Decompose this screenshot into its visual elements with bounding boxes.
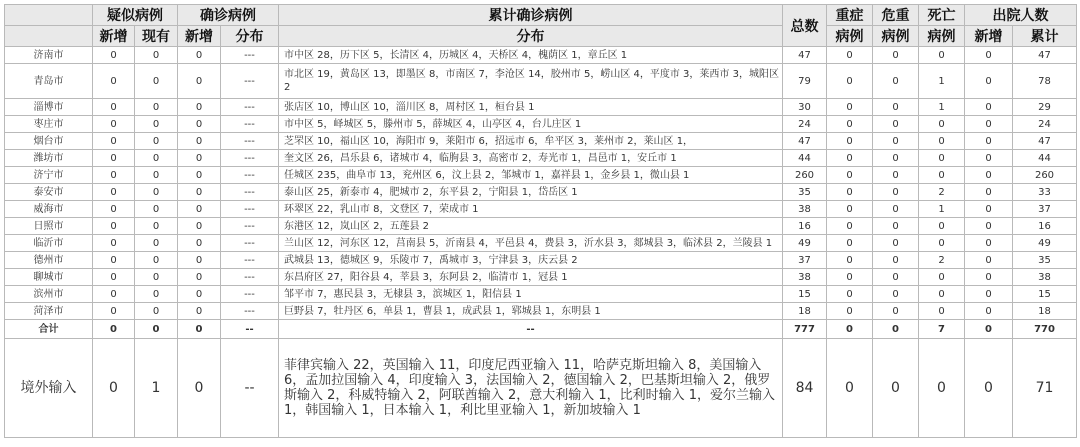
confirmed-new: 0 — [178, 167, 221, 184]
confirmed-distribution: --- — [221, 286, 279, 303]
discharged-total: 18 — [1013, 303, 1077, 320]
header-discharged-new: 新增 — [965, 26, 1013, 47]
critical-count: 0 — [873, 133, 919, 150]
total-count: 18 — [783, 303, 827, 320]
header-severe: 重症 — [827, 5, 873, 26]
severe-count: 0 — [827, 218, 873, 235]
discharged-new: 0 — [965, 64, 1013, 99]
total-row — [5, 320, 1077, 339]
discharged-total: 49 — [1013, 235, 1077, 252]
confirmed-distribution: -- — [221, 320, 279, 339]
suspected-new: 0 — [93, 133, 135, 150]
district-distribution: 兰山区 12，河东区 12，莒南县 5，沂南县 4，平邑县 4，费县 3，沂水县 3，郯城县 3，临沭县 2，兰陵县 1 — [279, 235, 783, 252]
covid-case-table — [4, 4, 1077, 438]
suspected-new: 0 — [93, 269, 135, 286]
suspected-new: 0 — [93, 167, 135, 184]
critical-count: 0 — [873, 320, 919, 339]
death-count: 0 — [919, 235, 965, 252]
suspected-current: 0 — [135, 99, 178, 116]
discharged-new: 0 — [965, 167, 1013, 184]
critical-count: 0 — [873, 64, 919, 99]
total-count: 47 — [783, 47, 827, 64]
severe-count: 0 — [827, 252, 873, 269]
city-name: 青岛市 — [5, 64, 93, 99]
confirmed-new: 0 — [178, 99, 221, 116]
discharged-new: 0 — [965, 286, 1013, 303]
death-count: 1 — [919, 201, 965, 218]
death-count: 0 — [919, 286, 965, 303]
severe-count: 0 — [827, 184, 873, 201]
suspected-current: 0 — [135, 201, 178, 218]
suspected-new: 0 — [93, 235, 135, 252]
confirmed-distribution: --- — [221, 184, 279, 201]
discharged-total: 15 — [1013, 286, 1077, 303]
confirmed-new: 0 — [178, 133, 221, 150]
discharged-total: 16 — [1013, 218, 1077, 235]
confirmed-distribution: --- — [221, 99, 279, 116]
header-discharged: 出院人数 — [965, 5, 1077, 26]
suspected-current: 0 — [135, 235, 178, 252]
total-count: 44 — [783, 150, 827, 167]
header-confirmed-new: 新增 — [178, 26, 221, 47]
city-name: 淄博市 — [5, 99, 93, 116]
critical-count: 0 — [873, 218, 919, 235]
critical-count: 0 — [873, 303, 919, 320]
death-count: 2 — [919, 184, 965, 201]
table-row — [5, 235, 1077, 252]
critical-count: 0 — [873, 339, 919, 438]
suspected-current: 0 — [135, 133, 178, 150]
suspected-new: 0 — [93, 339, 135, 438]
confirmed-new: 0 — [178, 218, 221, 235]
suspected-new: 0 — [93, 252, 135, 269]
discharged-new: 0 — [965, 320, 1013, 339]
critical-count: 0 — [873, 235, 919, 252]
confirmed-distribution: --- — [221, 201, 279, 218]
death-count: 1 — [919, 99, 965, 116]
total-count: 16 — [783, 218, 827, 235]
district-distribution: 巨野县 7，牡丹区 6，单县 1，曹县 1，成武县 1，郓城县 1，东明县 1 — [279, 303, 783, 320]
district-distribution: 武城县 13，德城区 9，乐陵市 7，禹城市 3，宁津县 3，庆云县 2 — [279, 252, 783, 269]
imported-row — [5, 339, 1077, 438]
total-count: 260 — [783, 167, 827, 184]
header-critical-case: 病例 — [873, 26, 919, 47]
total-count: 37 — [783, 252, 827, 269]
total-count: 15 — [783, 286, 827, 303]
total-count: 84 — [783, 339, 827, 438]
severe-count: 0 — [827, 201, 873, 218]
table-row — [5, 252, 1077, 269]
discharged-total: 35 — [1013, 252, 1077, 269]
table-row — [5, 269, 1077, 286]
table-row — [5, 184, 1077, 201]
discharged-total: 260 — [1013, 167, 1077, 184]
death-count: 2 — [919, 252, 965, 269]
district-distribution: 邹平市 7，惠民县 3，无棣县 3，滨城区 1，阳信县 1 — [279, 286, 783, 303]
imported-distribution: 菲律宾输入 22，英国输入 11，印度尼西亚输入 11，哈萨克斯坦输入 8，美国输入 6，孟加拉国输入 4，印度输入 3，法国输入 2，德国输入 2，巴基斯坦输入 2，俄罗斯输入 2，科威特输入 2，阿联酋输入 2，意大利输入 1，比利时输入 1，爱尔兰输入 1，韩国输入 1，日本输入 1，利比里亚输入 1，新加坡输入 1 — [279, 339, 783, 438]
city-name: 滨州市 — [5, 286, 93, 303]
district-distribution: 张店区 10，博山区 10，淄川区 8，周村区 1，桓台县 1 — [279, 99, 783, 116]
severe-count: 0 — [827, 47, 873, 64]
confirmed-new: 0 — [178, 235, 221, 252]
suspected-current: 0 — [135, 47, 178, 64]
severe-count: 0 — [827, 116, 873, 133]
total-count: 24 — [783, 116, 827, 133]
header-confirmed: 确诊病例 — [178, 5, 279, 26]
confirmed-distribution: --- — [221, 303, 279, 320]
total-count: 47 — [783, 133, 827, 150]
suspected-current: 0 — [135, 184, 178, 201]
discharged-total: 770 — [1013, 320, 1077, 339]
table-row — [5, 116, 1077, 133]
suspected-current: 1 — [135, 339, 178, 438]
table-row — [5, 167, 1077, 184]
discharged-total: 33 — [1013, 184, 1077, 201]
critical-count: 0 — [873, 286, 919, 303]
suspected-new: 0 — [93, 99, 135, 116]
district-distribution: 奎文区 26，昌乐县 6，诸城市 4，临朐县 3，高密市 2，寿光市 1，昌邑市 1，安丘市 1 — [279, 150, 783, 167]
total-count: 38 — [783, 201, 827, 218]
header-suspected-current: 现有 — [135, 26, 178, 47]
discharged-total: 24 — [1013, 116, 1077, 133]
header-confirmed-distribution: 分布 — [221, 26, 279, 47]
table-row — [5, 150, 1077, 167]
table-row — [5, 64, 1077, 99]
total-label: 合计 — [5, 320, 93, 339]
discharged-total: 71 — [1013, 339, 1077, 438]
discharged-new: 0 — [965, 235, 1013, 252]
death-count: 0 — [919, 218, 965, 235]
table-row — [5, 218, 1077, 235]
suspected-new: 0 — [93, 64, 135, 99]
city-name: 泰安市 — [5, 184, 93, 201]
header-distribution: 分布 — [279, 26, 783, 47]
total-count: 30 — [783, 99, 827, 116]
suspected-new: 0 — [93, 320, 135, 339]
discharged-new: 0 — [965, 252, 1013, 269]
confirmed-new: 0 — [178, 286, 221, 303]
critical-count: 0 — [873, 99, 919, 116]
severe-count: 0 — [827, 150, 873, 167]
discharged-new: 0 — [965, 99, 1013, 116]
suspected-current: 0 — [135, 303, 178, 320]
critical-count: 0 — [873, 150, 919, 167]
district-distribution: 芝罘区 10，福山区 10，海阳市 9，莱阳市 6，招远市 6，牟平区 3，莱州市 2，莱山区 1， — [279, 133, 783, 150]
suspected-new: 0 — [93, 286, 135, 303]
confirmed-new: 0 — [178, 269, 221, 286]
total-count: 79 — [783, 64, 827, 99]
header-death: 死亡 — [919, 5, 965, 26]
suspected-new: 0 — [93, 303, 135, 320]
district-distribution: 泰山区 25，新泰市 4，肥城市 2，东平县 2，宁阳县 1，岱岳区 1 — [279, 184, 783, 201]
header-cumulative: 累计确诊病例 — [279, 5, 783, 26]
header-suspected-new: 新增 — [93, 26, 135, 47]
header-discharged-cumulative: 累计 — [1013, 26, 1077, 47]
confirmed-distribution: --- — [221, 116, 279, 133]
discharged-new: 0 — [965, 303, 1013, 320]
severe-count: 0 — [827, 339, 873, 438]
table-row — [5, 99, 1077, 116]
confirmed-distribution: --- — [221, 218, 279, 235]
total-count: 38 — [783, 269, 827, 286]
header-corner-2 — [5, 26, 93, 47]
discharged-total: 37 — [1013, 201, 1077, 218]
suspected-current: 0 — [135, 116, 178, 133]
discharged-new: 0 — [965, 150, 1013, 167]
death-count: 0 — [919, 269, 965, 286]
header-corner — [5, 5, 93, 26]
severe-count: 0 — [827, 133, 873, 150]
confirmed-new: 0 — [178, 320, 221, 339]
confirmed-new: 0 — [178, 116, 221, 133]
district-distribution: 环翠区 22，乳山市 8，文登区 7，荣成市 1 — [279, 201, 783, 218]
suspected-new: 0 — [93, 218, 135, 235]
city-name: 日照市 — [5, 218, 93, 235]
total-count: 49 — [783, 235, 827, 252]
severe-count: 0 — [827, 167, 873, 184]
table-row — [5, 47, 1077, 64]
confirmed-new: 0 — [178, 47, 221, 64]
critical-count: 0 — [873, 47, 919, 64]
discharged-total: 29 — [1013, 99, 1077, 116]
suspected-new: 0 — [93, 184, 135, 201]
district-distribution: 东昌府区 27，阳谷县 4，莘县 3，东阿县 2，临清市 1，冠县 1 — [279, 269, 783, 286]
confirmed-distribution: --- — [221, 133, 279, 150]
suspected-new: 0 — [93, 201, 135, 218]
critical-count: 0 — [873, 167, 919, 184]
severe-count: 0 — [827, 286, 873, 303]
confirmed-new: 0 — [178, 252, 221, 269]
severe-count: 0 — [827, 99, 873, 116]
header-death-case: 病例 — [919, 26, 965, 47]
discharged-total: 47 — [1013, 47, 1077, 64]
confirmed-distribution: --- — [221, 64, 279, 99]
city-name: 威海市 — [5, 201, 93, 218]
district-distribution: 东港区 12，岚山区 2，五莲县 2 — [279, 218, 783, 235]
city-name: 烟台市 — [5, 133, 93, 150]
confirmed-distribution: --- — [221, 150, 279, 167]
suspected-current: 0 — [135, 218, 178, 235]
confirmed-new: 0 — [178, 303, 221, 320]
suspected-current: 0 — [135, 64, 178, 99]
severe-count: 0 — [827, 303, 873, 320]
critical-count: 0 — [873, 252, 919, 269]
city-name: 济南市 — [5, 47, 93, 64]
header-total: 总数 — [783, 5, 827, 47]
discharged-new: 0 — [965, 201, 1013, 218]
discharged-total: 38 — [1013, 269, 1077, 286]
death-count: 0 — [919, 150, 965, 167]
imported-label: 境外输入 — [5, 339, 93, 438]
confirmed-distribution: --- — [221, 269, 279, 286]
city-name: 菏泽市 — [5, 303, 93, 320]
total-count: 777 — [783, 320, 827, 339]
suspected-current: 0 — [135, 252, 178, 269]
total-count: 35 — [783, 184, 827, 201]
discharged-new: 0 — [965, 269, 1013, 286]
district-distribution: 市中区 28，历下区 5，长清区 4，历城区 4，天桥区 4，槐荫区 1，章丘区 1 — [279, 47, 783, 64]
death-count: 0 — [919, 303, 965, 320]
severe-count: 0 — [827, 269, 873, 286]
district-distribution: -- — [279, 320, 783, 339]
city-name: 聊城市 — [5, 269, 93, 286]
confirmed-new: 0 — [178, 201, 221, 218]
discharged-new: 0 — [965, 184, 1013, 201]
critical-count: 0 — [873, 269, 919, 286]
city-name: 枣庄市 — [5, 116, 93, 133]
suspected-current: 0 — [135, 286, 178, 303]
discharged-total: 44 — [1013, 150, 1077, 167]
confirmed-distribution: --- — [221, 47, 279, 64]
table-row — [5, 133, 1077, 150]
discharged-new: 0 — [965, 339, 1013, 438]
discharged-total: 78 — [1013, 64, 1077, 99]
death-count: 0 — [919, 339, 965, 438]
death-count: 7 — [919, 320, 965, 339]
discharged-new: 0 — [965, 133, 1013, 150]
header-severe-case: 病例 — [827, 26, 873, 47]
city-name: 德州市 — [5, 252, 93, 269]
discharged-new: 0 — [965, 116, 1013, 133]
suspected-current: 0 — [135, 150, 178, 167]
discharged-new: 0 — [965, 218, 1013, 235]
severe-count: 0 — [827, 320, 873, 339]
confirmed-distribution: --- — [221, 235, 279, 252]
death-count: 0 — [919, 167, 965, 184]
critical-count: 0 — [873, 201, 919, 218]
suspected-current: 0 — [135, 167, 178, 184]
confirmed-distribution: --- — [221, 167, 279, 184]
confirmed-new: 0 — [178, 184, 221, 201]
suspected-new: 0 — [93, 47, 135, 64]
header-critical: 危重 — [873, 5, 919, 26]
table-row — [5, 201, 1077, 218]
city-name: 潍坊市 — [5, 150, 93, 167]
city-name: 济宁市 — [5, 167, 93, 184]
death-count: 1 — [919, 64, 965, 99]
severe-count: 0 — [827, 64, 873, 99]
death-count: 0 — [919, 116, 965, 133]
death-count: 0 — [919, 47, 965, 64]
death-count: 0 — [919, 133, 965, 150]
critical-count: 0 — [873, 184, 919, 201]
city-name: 临沂市 — [5, 235, 93, 252]
table-row — [5, 303, 1077, 320]
critical-count: 0 — [873, 116, 919, 133]
header-suspected: 疑似病例 — [93, 5, 178, 26]
confirmed-new: 0 — [178, 64, 221, 99]
suspected-new: 0 — [93, 116, 135, 133]
discharged-new: 0 — [965, 47, 1013, 64]
confirmed-distribution: -- — [221, 339, 279, 438]
suspected-new: 0 — [93, 150, 135, 167]
district-distribution: 市中区 5，峄城区 5，滕州市 5，薛城区 4，山亭区 4，台儿庄区 1 — [279, 116, 783, 133]
confirmed-distribution: --- — [221, 252, 279, 269]
discharged-total: 47 — [1013, 133, 1077, 150]
confirmed-new: 0 — [178, 339, 221, 438]
table-row — [5, 286, 1077, 303]
confirmed-new: 0 — [178, 150, 221, 167]
district-distribution: 市北区 19，黄岛区 13，即墨区 8，市南区 7，李沧区 14，胶州市 5，崂山区 4，平度市 3，莱西市 3，城阳区 2 — [279, 64, 783, 99]
severe-count: 0 — [827, 235, 873, 252]
suspected-current: 0 — [135, 320, 178, 339]
district-distribution: 任城区 235，曲阜市 13，兖州区 6，汶上县 2，邹城市 1，嘉祥县 1，金乡县 1，微山县 1 — [279, 167, 783, 184]
suspected-current: 0 — [135, 269, 178, 286]
